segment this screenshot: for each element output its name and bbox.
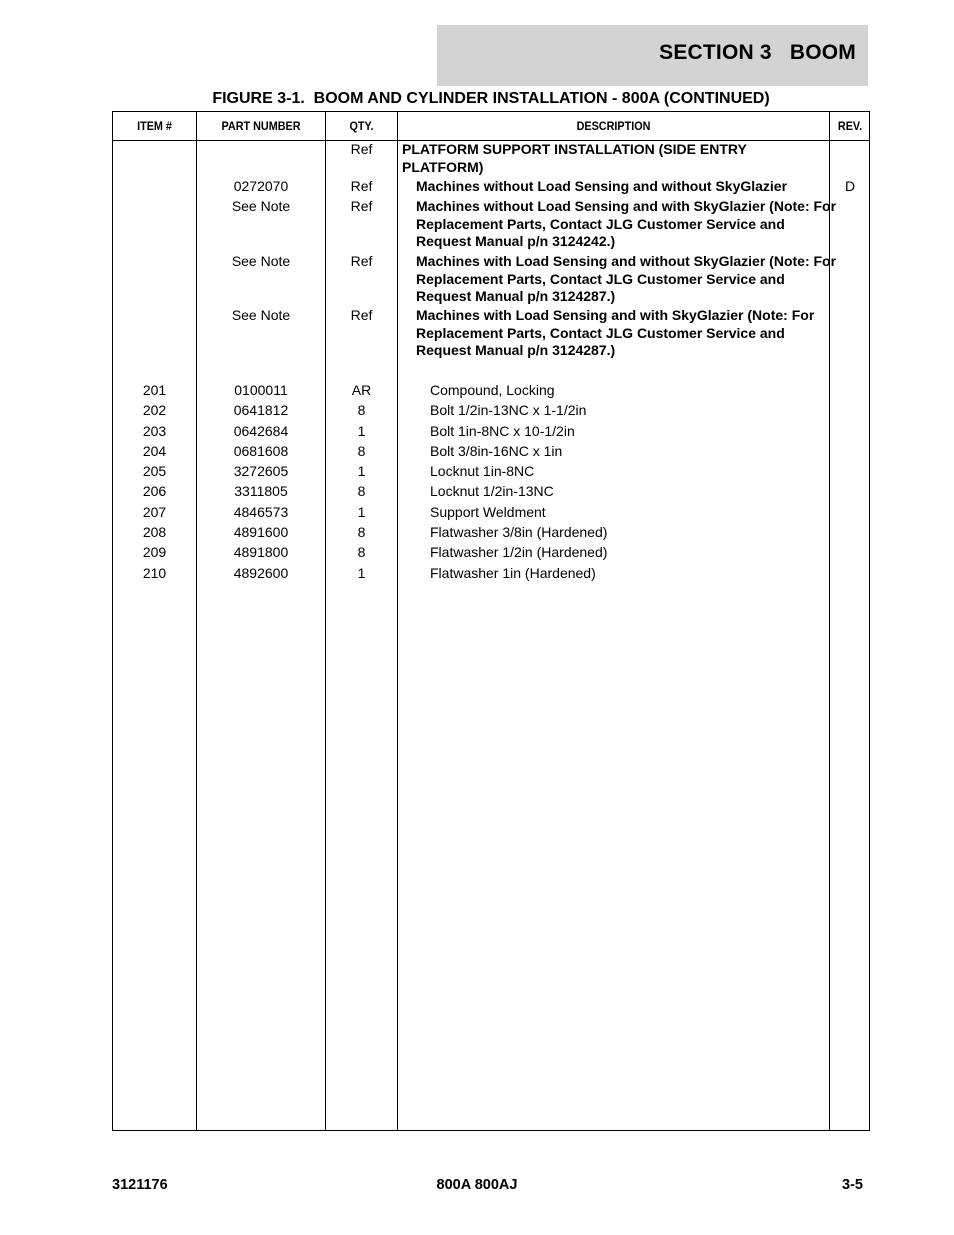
description-cell: Locknut 1in-8NC (430, 463, 535, 479)
part-number-cell: 0641812 (233, 402, 289, 418)
qty-cell: 8 (357, 402, 366, 418)
column-header-part-number: PART NUMBER (221, 119, 301, 133)
part-number-cell: See Note (231, 253, 291, 269)
description-cell: Compound, Locking (430, 382, 555, 398)
qty-cell: 8 (357, 544, 366, 560)
parts-table (112, 111, 870, 1131)
qty-cell: Ref (350, 178, 373, 194)
footer-page-number: 3-5 (842, 1177, 863, 1193)
part-number-cell: 0681608 (233, 443, 289, 459)
part-number-cell: 0642684 (233, 423, 289, 439)
description-cell: Flatwasher 1in (Hardened) (430, 565, 596, 581)
description-cell: Bolt 3/8in-16NC x 1in (430, 443, 563, 459)
qty-cell: 8 (357, 483, 366, 499)
description-cell: Flatwasher 3/8in (Hardened) (430, 524, 608, 540)
qty-cell: Ref (350, 253, 373, 269)
item-cell: 207 (142, 504, 167, 520)
figure-title: FIGURE 3-1. BOOM AND CYLINDER INSTALLATION - 800A (CONTINUED) (212, 90, 770, 107)
item-cell: 201 (142, 382, 167, 398)
part-number-cell: 4892600 (233, 565, 289, 581)
column-divider (397, 112, 398, 1130)
qty-cell: 1 (357, 463, 366, 479)
item-cell: 206 (142, 483, 167, 499)
section-title: SECTION 3 BOOM (659, 41, 856, 64)
part-number-cell: 4846573 (233, 504, 289, 520)
part-number-cell: 3272605 (233, 463, 289, 479)
qty-cell: 1 (357, 504, 366, 520)
column-header-rev: REV. (837, 119, 863, 133)
description-cell: Locknut 1/2in-13NC (430, 483, 554, 499)
item-cell: 202 (142, 402, 167, 418)
part-number-cell: 3311805 (234, 483, 288, 499)
part-number-cell: 4891800 (233, 544, 289, 560)
section-header-box (437, 25, 868, 86)
qty-cell: Ref (350, 307, 373, 323)
item-cell: 203 (142, 423, 167, 439)
column-header-qty: QTY. (349, 119, 374, 133)
item-cell: 208 (142, 524, 167, 540)
description-cell: Machines with Load Sensing and without SkyGlazier (Note: For Replacement Parts, Contact JLG Customer Service and Request Manual p/n 3124287.) (416, 253, 837, 304)
column-header-item: ITEM # (137, 119, 172, 133)
qty-cell: Ref (350, 198, 373, 214)
item-cell: 204 (142, 443, 167, 459)
column-header-description: DESCRIPTION (576, 119, 651, 133)
qty-cell: AR (351, 382, 372, 398)
part-number-cell: 0100011 (234, 382, 288, 398)
item-cell: 210 (142, 565, 167, 581)
item-cell: 205 (142, 463, 167, 479)
footer-model: 800A 800AJ (436, 1177, 518, 1193)
part-number-cell: See Note (231, 307, 291, 323)
rev-cell: D (844, 178, 856, 194)
description-cell: Support Weldment (430, 504, 546, 520)
description-cell: PLATFORM SUPPORT INSTALLATION (SIDE ENTRY PLATFORM) (402, 141, 747, 175)
description-cell: Machines without Load Sensing and without SkyGlazier (416, 178, 788, 194)
description-cell: Machines with Load Sensing and with SkyGlazier (Note: For Replacement Parts, Contact JLG Customer Service and Request Manual p/n 3124287.) (416, 307, 815, 358)
footer-doc-number: 3121176 (112, 1177, 168, 1193)
item-cell: 209 (142, 544, 167, 560)
description-cell: Bolt 1in-8NC x 10-1/2in (430, 423, 575, 439)
part-number-cell: 0272070 (233, 178, 289, 194)
qty-cell: 8 (357, 443, 366, 459)
qty-cell: 1 (357, 423, 366, 439)
description-cell: Machines without Load Sensing and with SkyGlazier (Note: For Replacement Parts, Contact JLG Customer Service and Request Manual p/n 3124242.) (416, 198, 837, 249)
qty-cell: 1 (357, 565, 366, 581)
description-cell: Bolt 1/2in-13NC x 1-1/2in (430, 402, 587, 418)
description-cell: Flatwasher 1/2in (Hardened) (430, 544, 608, 560)
part-number-cell: 4891600 (233, 524, 289, 540)
part-number-cell: See Note (231, 198, 291, 214)
qty-cell: Ref (350, 141, 373, 157)
qty-cell: 8 (357, 524, 366, 540)
